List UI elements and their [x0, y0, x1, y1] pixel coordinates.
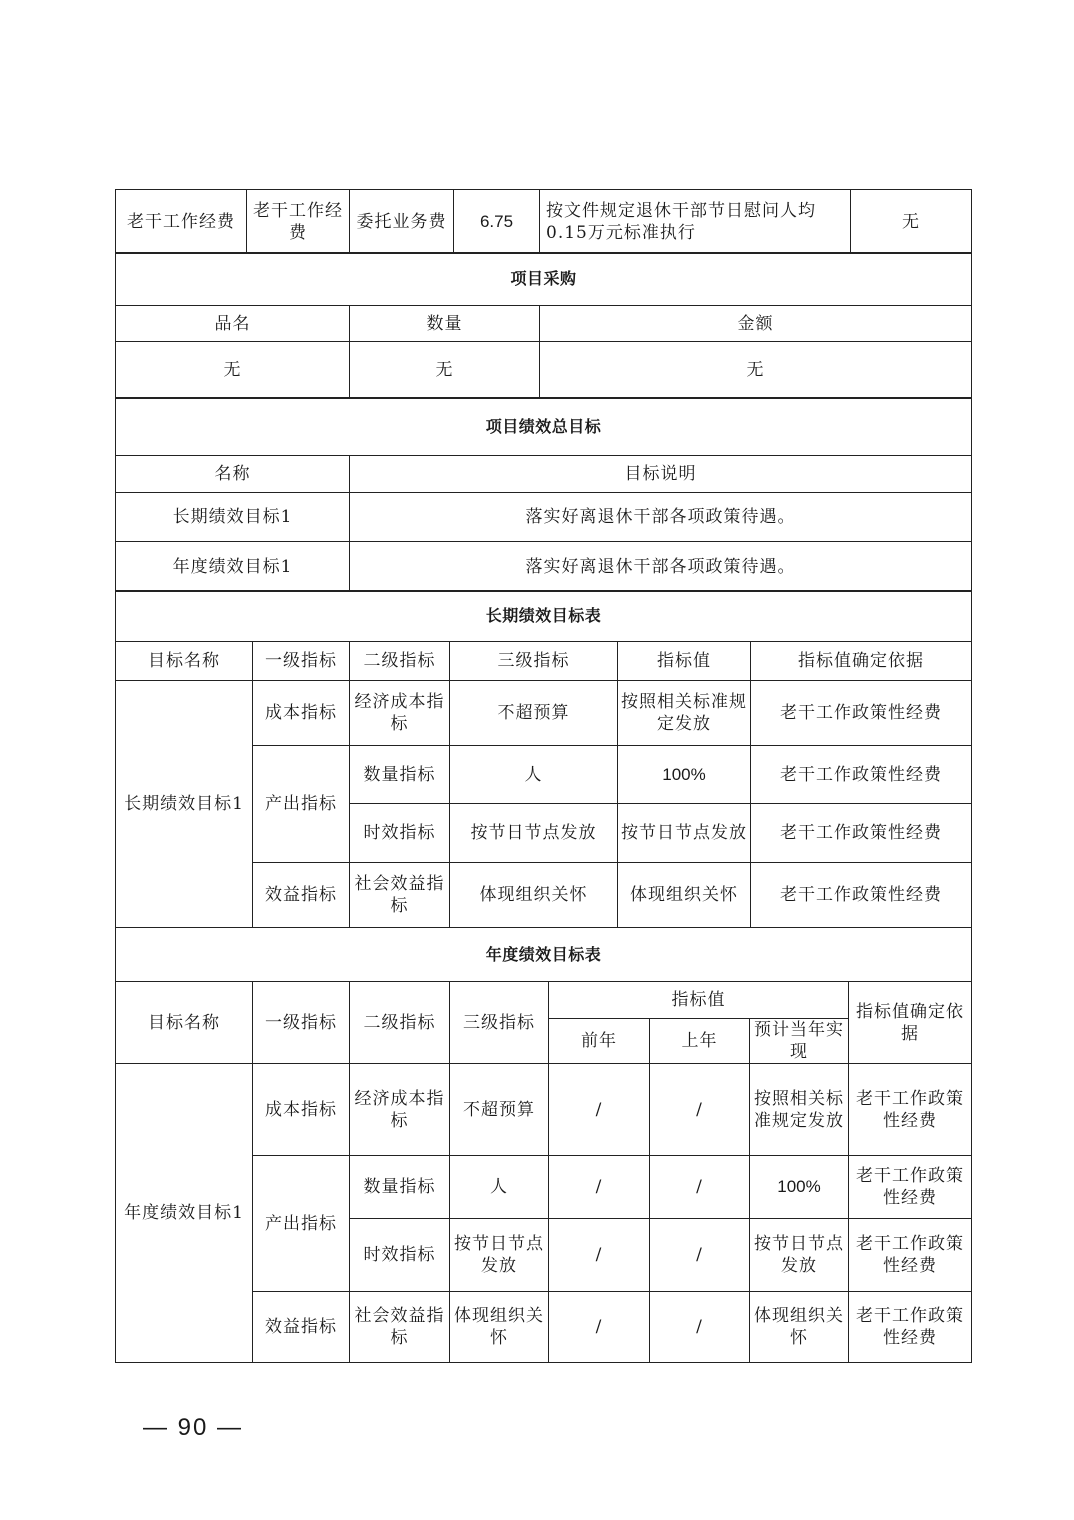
amount: 6.75 — [454, 190, 540, 254]
header-level3: 三级指标 — [450, 642, 618, 681]
header-level1: 一级指标 — [253, 642, 350, 681]
overall-goal-table — [115, 397, 972, 592]
last-year-cell: / — [650, 1219, 750, 1292]
header-value-group: 指标值 — [549, 982, 849, 1019]
procurement-title: 项目采购 — [116, 253, 972, 306]
goal-name: 年度绩效目标1 — [116, 542, 350, 592]
header-level2: 二级指标 — [350, 642, 450, 681]
level1-output: 产出指标 — [253, 746, 350, 863]
header-value: 指标值 — [618, 642, 751, 681]
prev-year-cell: / — [549, 1292, 650, 1363]
header-quantity: 数量 — [350, 306, 540, 342]
table-header-row — [116, 642, 972, 681]
expected-cell: 100% — [750, 1156, 849, 1219]
prev-year-cell: / — [549, 1064, 650, 1156]
value-cell: 100% — [618, 746, 751, 804]
level1-cost: 成本指标 — [253, 681, 350, 746]
header-level1: 一级指标 — [253, 982, 350, 1064]
header-goal-name: 目标名称 — [116, 982, 253, 1064]
long-term-title: 长期绩效目标表 — [116, 591, 972, 642]
basis-cell: 老干工作政策性经费 — [751, 746, 972, 804]
level2-cell: 时效指标 — [350, 804, 450, 863]
header-basis: 指标值确定依据 — [751, 642, 972, 681]
prev-year-cell: / — [549, 1156, 650, 1219]
overall-goal-title: 项目绩效总目标 — [116, 398, 972, 456]
header-last-year: 上年 — [650, 1019, 750, 1064]
level2-cell: 社会效益指标 — [350, 863, 450, 928]
level2-cell: 经济成本指标 — [350, 1064, 450, 1156]
last-year-cell: / — [650, 1064, 750, 1156]
table-row — [116, 1064, 972, 1156]
goal-description: 落实好离退休干部各项政策待遇。 — [350, 493, 972, 542]
table-header-row — [116, 306, 972, 342]
annual-title: 年度绩效目标表 — [116, 928, 972, 982]
level3-cell: 不超预算 — [450, 681, 618, 746]
table-header-row — [116, 982, 972, 1019]
long-term-goal-name: 长期绩效目标1 — [116, 681, 253, 928]
goal-name: 长期绩效目标1 — [116, 493, 350, 542]
basis-cell: 老干工作政策性经费 — [751, 863, 972, 928]
basis-cell: 老干工作政策性经费 — [751, 804, 972, 863]
level3-cell: 按节日节点发放 — [450, 1219, 549, 1292]
level2-cell: 社会效益指标 — [350, 1292, 450, 1363]
level2-cell: 数量指标 — [350, 1156, 450, 1219]
header-prev-year: 前年 — [549, 1019, 650, 1064]
level1-benefit: 效益指标 — [253, 1292, 350, 1363]
annual-goal-table — [115, 927, 972, 1363]
level3-cell: 人 — [450, 746, 618, 804]
procurement-table — [115, 252, 972, 399]
value-cell: 按照相关标准规定发放 — [618, 681, 751, 746]
header-level3: 三级指标 — [450, 982, 549, 1064]
basis-cell: 老干工作政策性经费 — [849, 1292, 972, 1363]
header-description: 目标说明 — [350, 456, 972, 493]
last-year-cell: / — [650, 1156, 750, 1219]
level2-cell: 时效指标 — [350, 1219, 450, 1292]
table-row — [116, 681, 972, 746]
remark: 无 — [851, 190, 972, 254]
header-product: 品名 — [116, 306, 350, 342]
level3-cell: 人 — [450, 1156, 549, 1219]
level1-output: 产出指标 — [253, 1156, 350, 1292]
last-year-cell: / — [650, 1292, 750, 1363]
value-cell: 按节日节点发放 — [618, 804, 751, 863]
long-term-goal-table — [115, 590, 972, 928]
level3-cell: 体现组织关怀 — [450, 1292, 549, 1363]
table-header-row — [116, 456, 972, 493]
cell-amount: 无 — [540, 342, 972, 399]
level1-cost: 成本指标 — [253, 1064, 350, 1156]
header-name: 名称 — [116, 456, 350, 493]
level3-cell: 不超预算 — [450, 1064, 549, 1156]
expected-cell: 按节日节点发放 — [750, 1219, 849, 1292]
table-row — [116, 342, 972, 399]
basis-text: 按文件规定退休干部节日慰问人均0.15万元标准执行 — [540, 190, 851, 254]
header-basis: 指标值确定依据 — [849, 982, 972, 1064]
item-name: 老干工作经费 — [116, 190, 247, 254]
level2-cell: 数量指标 — [350, 746, 450, 804]
table-row — [116, 542, 972, 592]
budget-item-table — [115, 189, 972, 254]
basis-cell: 老干工作政策性经费 — [849, 1064, 972, 1156]
value-cell: 体现组织关怀 — [618, 863, 751, 928]
level1-benefit: 效益指标 — [253, 863, 350, 928]
goal-description: 落实好离退休干部各项政策待遇。 — [350, 542, 972, 592]
basis-cell: 老干工作政策性经费 — [849, 1219, 972, 1292]
cell-product: 无 — [116, 342, 350, 399]
basis-cell: 老干工作政策性经费 — [849, 1156, 972, 1219]
level3-cell: 体现组织关怀 — [450, 863, 618, 928]
header-goal-name: 目标名称 — [116, 642, 253, 681]
header-expected: 预计当年实现 — [750, 1019, 849, 1064]
annual-goal-name: 年度绩效目标1 — [116, 1064, 253, 1363]
expected-cell: 按照相关标准规定发放 — [750, 1064, 849, 1156]
level2-cell: 经济成本指标 — [350, 681, 450, 746]
sub-item-name: 老干工作经费 — [247, 190, 350, 254]
header-level2: 二级指标 — [350, 982, 450, 1064]
table-row — [116, 190, 972, 254]
basis-cell: 老干工作政策性经费 — [751, 681, 972, 746]
cell-quantity: 无 — [350, 342, 540, 399]
prev-year-cell: / — [549, 1219, 650, 1292]
table-row — [116, 493, 972, 542]
level3-cell: 按节日节点发放 — [450, 804, 618, 863]
expected-cell: 体现组织关怀 — [750, 1292, 849, 1363]
page-number: — 90 — — [143, 1414, 244, 1441]
expense-type: 委托业务费 — [350, 190, 454, 254]
header-amount: 金额 — [540, 306, 972, 342]
